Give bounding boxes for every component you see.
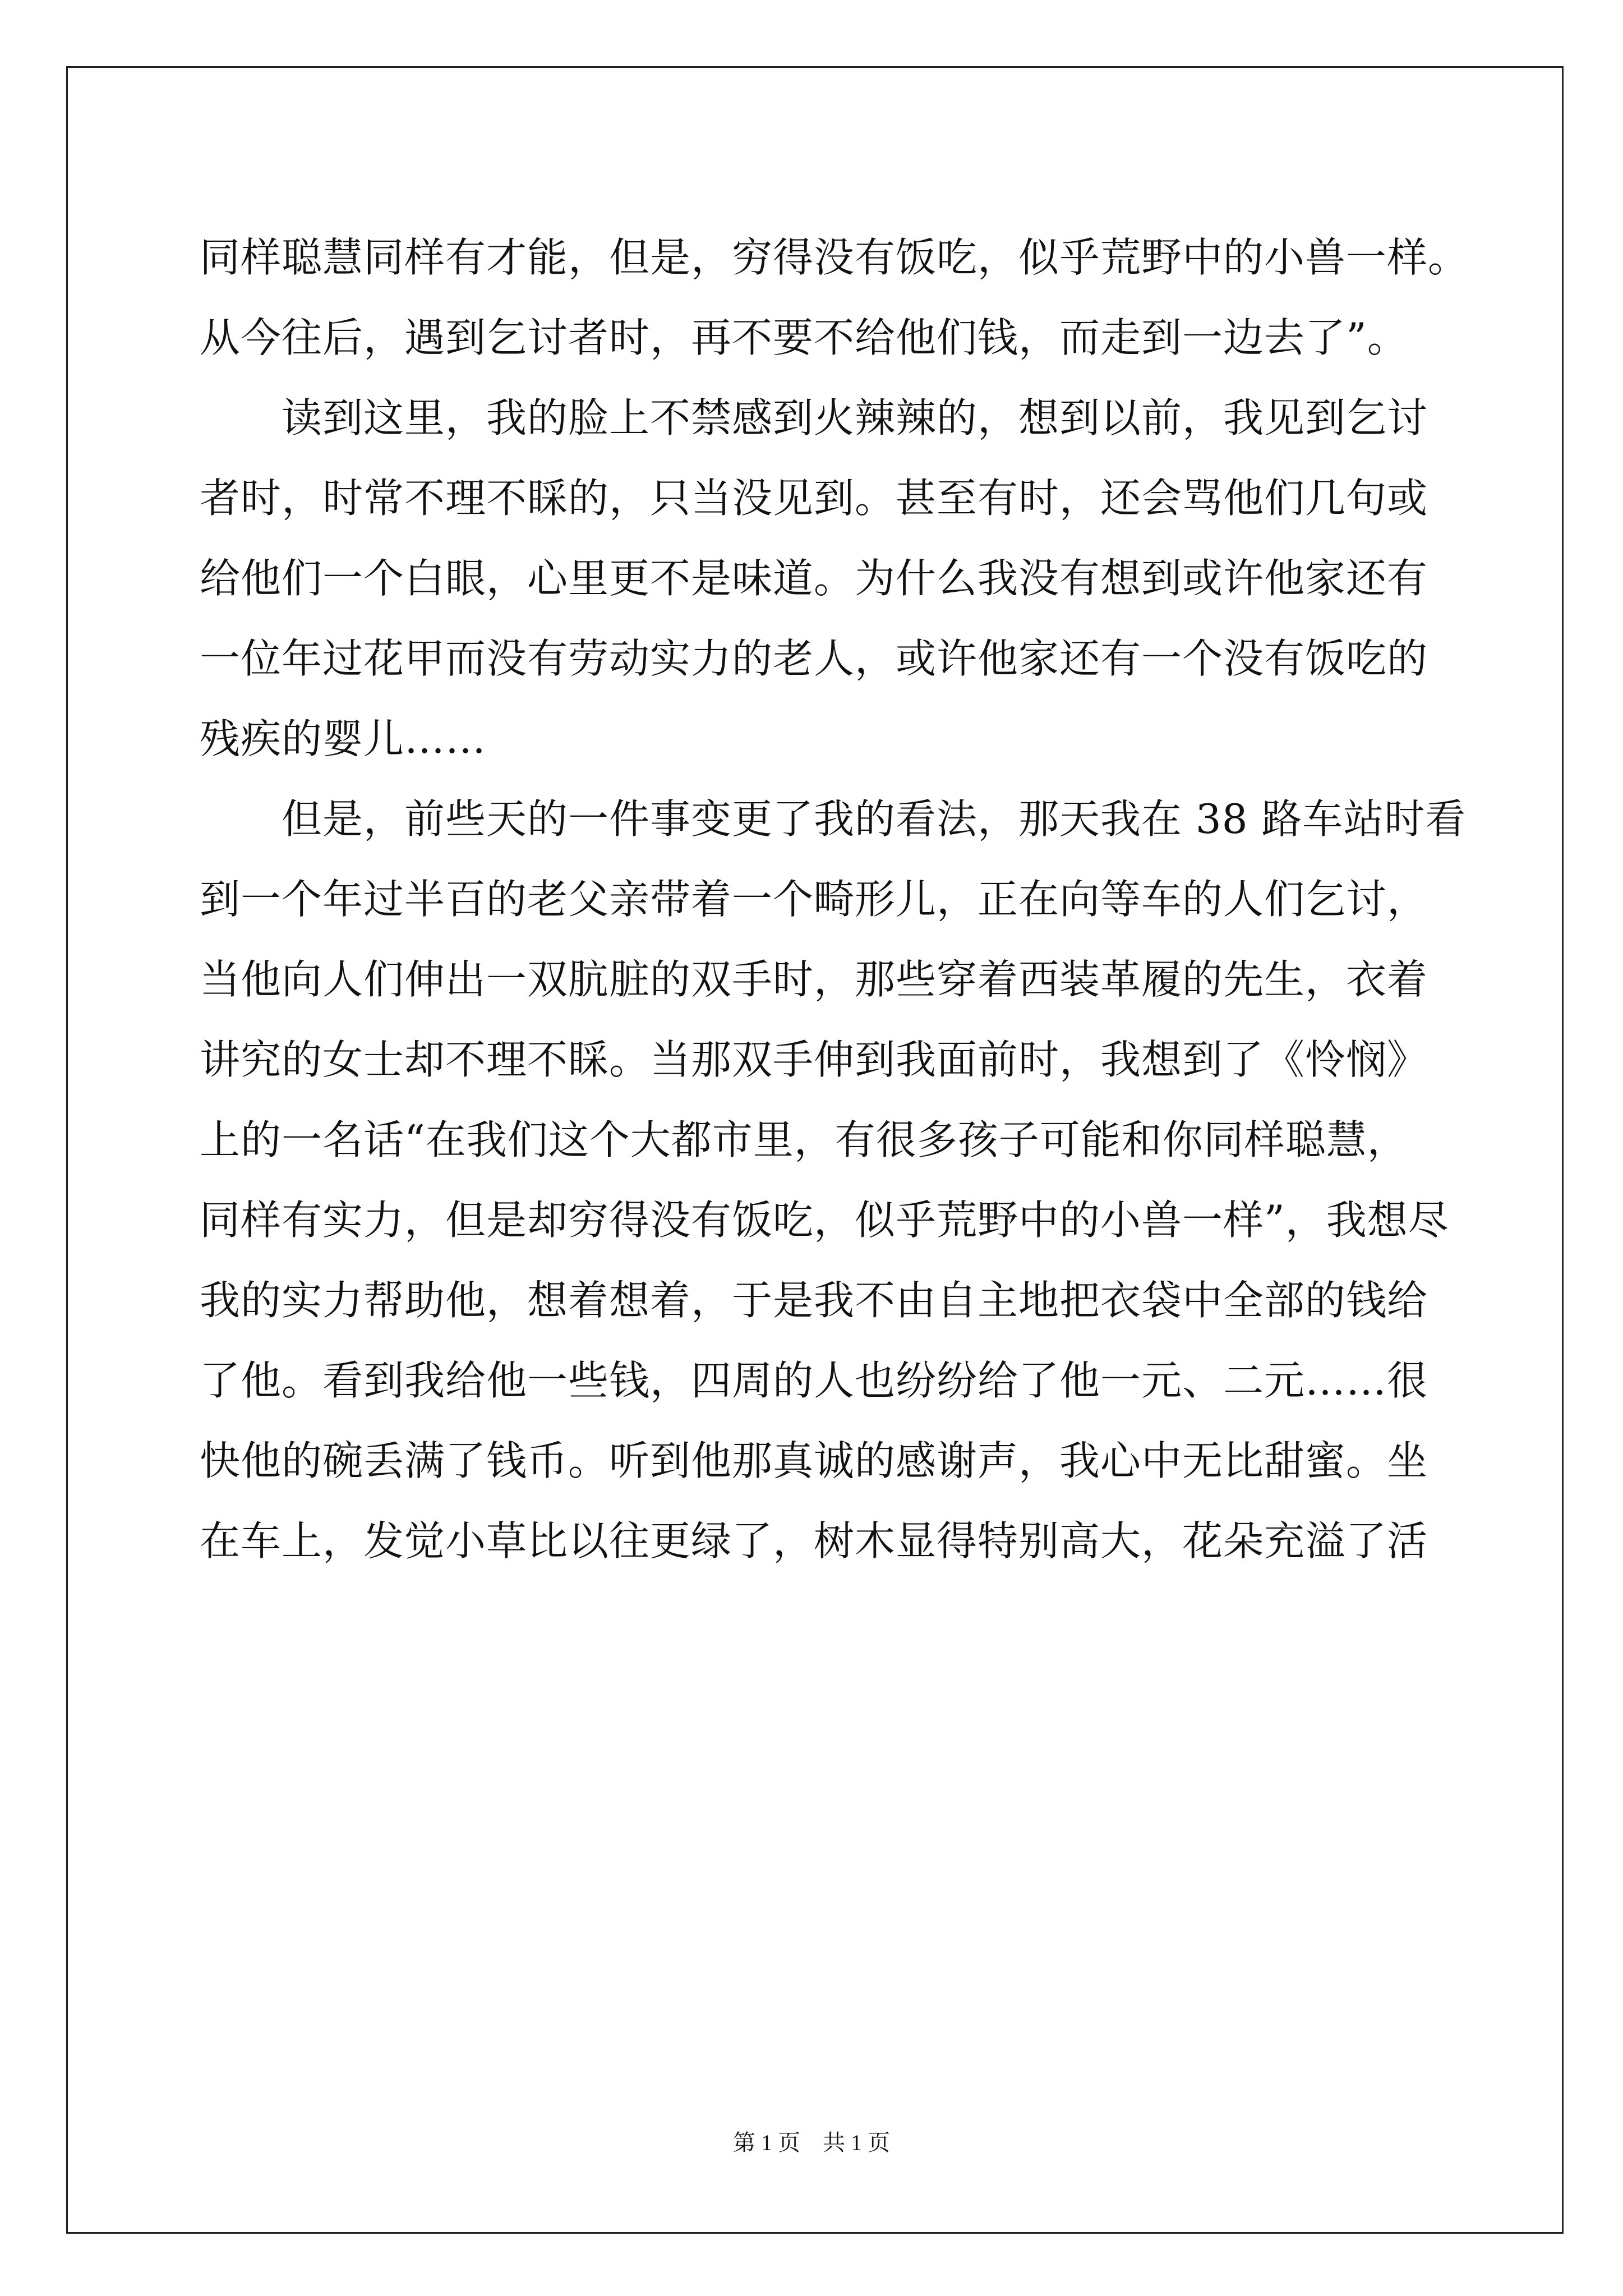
text-line: 我的实力帮助他，想着想着，于是我不由自主地把衣袋中全部的钱给	[200, 1277, 1428, 1324]
text-line: 者时，时常不理不睬的，只当没见到。甚至有时，还会骂他们几句或	[200, 475, 1428, 522]
paragraph-start-line: 但是，前些天的一件事变更了我的看法，那天我在 38 路车站时看	[282, 795, 1467, 843]
page-number-footer: 第 1 页 共 1 页	[733, 2130, 890, 2155]
text-line: 一位年过花甲而没有劳动实力的老人，或许他家还有一个没有饭吃的	[200, 635, 1428, 682]
text-line: 讲究的女士却不理不睬。当那双手伸到我面前时，我想到了《怜悯》	[200, 1036, 1428, 1083]
text-line: 上的一名话“在我们这个大都市里，有很多孩子可能和你同样聪慧，	[200, 1116, 1408, 1163]
text-line: 到一个年过半百的老父亲带着一个畸形儿，正在向等车的人们乞讨，	[200, 876, 1428, 923]
text-line: 同样有实力，但是却穷得没有饭吃，似乎荒野中的小兽一样”，我想尽	[200, 1197, 1449, 1244]
paragraph-start-line: 读到这里，我的脸上不禁感到火辣辣的，想到以前，我见到乞讨	[282, 394, 1428, 441]
text-line: 同样聪慧同样有才能，但是，穷得没有饭吃，似乎荒野中的小兽一样。	[200, 234, 1469, 281]
text-line: 残疾的婴儿……	[200, 715, 487, 762]
text-line: 在车上，发觉小草比以往更绿了，树木显得特别高大，花朵充溢了活	[200, 1517, 1428, 1565]
text-line: 快他的碗丢满了钱币。听到他那真诚的感谢声，我心中无比甜蜜。坐	[200, 1437, 1428, 1484]
text-line: 给他们一个白眼，心里更不是味道。为什么我没有想到或许他家还有	[200, 555, 1428, 602]
text-line: 从今往后，遇到乞讨者时，再不要不给他们钱，而走到一边去了”。	[200, 314, 1408, 361]
text-line: 了他。看到我给他一些钱，四周的人也纷纷给了他一元、二元……很	[200, 1357, 1428, 1404]
text-line: 当他向人们伸出一双肮脏的双手时，那些穿着西装革履的先生，衣着	[200, 956, 1428, 1003]
body-text	[200, 218, 1469, 1581]
